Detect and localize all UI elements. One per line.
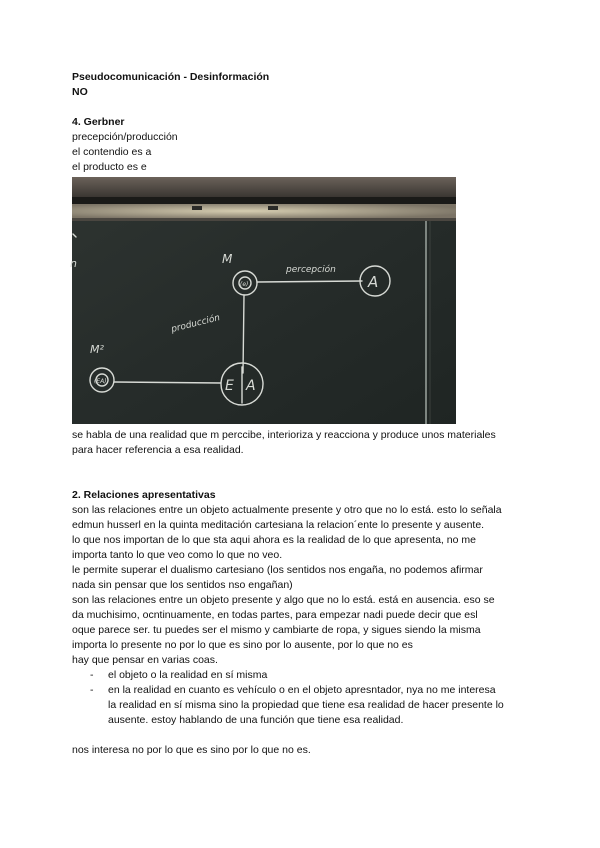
paragraph-line: importa lo presente no por lo que es sino por lo ausente, por lo que no es	[72, 639, 413, 651]
label-produccion: producción	[170, 313, 222, 335]
section-4-line: el producto es e	[72, 161, 147, 173]
bullet-list	[72, 668, 542, 728]
label-m: M	[222, 252, 233, 266]
blackboard-photo	[72, 177, 456, 424]
label-left-edge: n	[70, 257, 77, 270]
document-title: Pseudocomunicación - Desinformación	[72, 71, 270, 83]
section-4-heading: 4. Gerbner	[72, 116, 125, 128]
section-4-after-line: para hacer referencia a esa realidad.	[72, 444, 244, 456]
label-m2-circle: (EA)	[94, 378, 107, 385]
bullet-line: - el objeto o la realidad en sí misma	[108, 669, 268, 681]
paragraph-line: importa tanto lo que veo como lo que no veo.	[72, 549, 283, 561]
paragraph-line: nada sin pensar que los sentidos nso engañan)	[72, 579, 293, 591]
document-subtitle: NO	[72, 86, 88, 98]
label-e: E	[225, 378, 234, 394]
label-percepcion: percepción	[286, 265, 336, 275]
label-a: A	[368, 273, 379, 291]
section-4-after-line: se habla de una realidad que m perccibe, interioriza y reacciona y produce unos materiales	[72, 429, 496, 441]
section-2-heading: 2. Relaciones apresentativas	[72, 489, 216, 501]
bullet-item	[72, 668, 542, 683]
paragraph-line: son las relaciones entre un objeto actualmente presente y otro que no lo está. esto lo señala	[72, 504, 502, 516]
paragraph-line: da muchisimo, ocntinuamente, en todas partes, para empezar nadi puede decir que esl	[72, 609, 478, 621]
closing-line: nos interesa no por lo que es sino por lo que no es.	[72, 744, 311, 756]
bullet-item	[72, 683, 542, 728]
paragraph-line: hay que pensar en varias coas.	[72, 654, 218, 666]
section-4-line: precepción/producción	[72, 131, 178, 143]
document-page	[72, 70, 542, 758]
bullet-line: ausente. estoy hablando de una función que tiene esa realidad.	[108, 714, 404, 726]
section-4-line: el contendio es a	[72, 146, 152, 158]
label-m2: M²	[90, 343, 104, 356]
paragraph-line: le permite superar el dualismo cartesiano (los sentidos nos engaña, no podemos afirmar	[72, 564, 483, 576]
label-m-circle: (e)	[240, 281, 249, 288]
paragraph-line: son las relaciones entre un objeto presente y algo que no lo está. está en ausencia. eso se	[72, 594, 495, 606]
bullet-line: la realidad en sí misma sino la propiedad que tiene esa realidad de hacer presente lo	[108, 699, 504, 711]
bullet-line: - en la realidad en cuanto es vehículo o en el objeto apresntador, nya no me interesa	[108, 684, 496, 696]
paragraph-line: oque parece ser. tu puedes ser el mismo y cambiarte de ropa, y sigues siendo la misma	[72, 624, 481, 636]
label-ea-a: A	[246, 378, 256, 394]
paragraph-line: lo que nos importan de lo que sta aqui ahora es la realidad de lo que apresenta, no me	[72, 534, 476, 546]
paragraph-line: edmun husserl en la quinta meditación cartesiana la relacion´ente lo presente y ausente.	[72, 519, 485, 531]
